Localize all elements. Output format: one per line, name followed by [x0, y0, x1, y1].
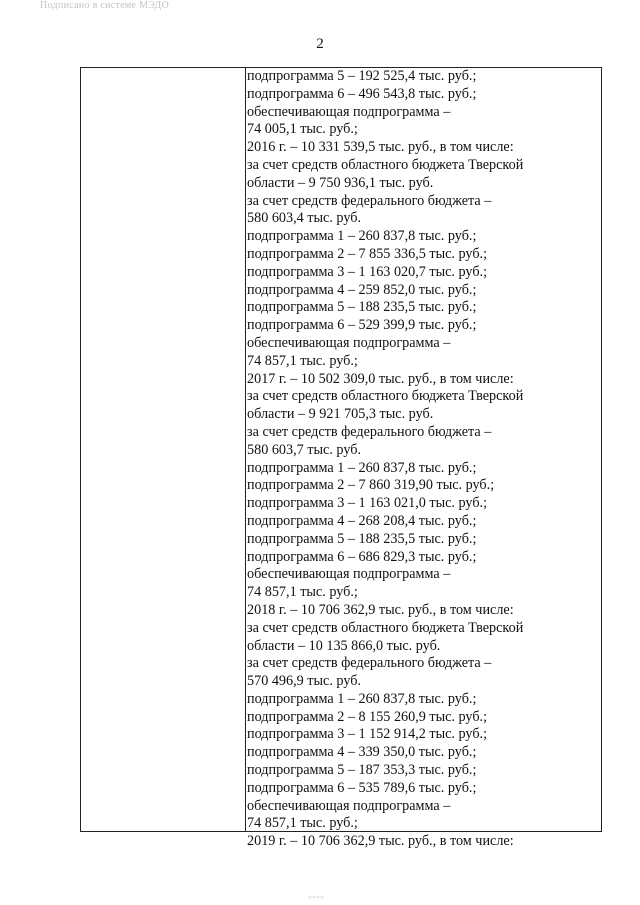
footer-faint-text: **** [308, 894, 324, 903]
text-line: 2016 г. – 10 331 539,5 тыс. руб., в том числе: [247, 139, 514, 156]
text-line: подпрограмма 6 – 496 543,8 тыс. руб.; [247, 85, 477, 102]
text-line: подпрограмма 1 – 260 837,8 тыс. руб.; [247, 690, 477, 707]
text-line: 74 857,1 тыс. руб.; [247, 815, 358, 832]
text-line: 570 496,9 тыс. руб. [247, 673, 361, 690]
text-line: 2019 г. – 10 706 362,9 тыс. руб., в том числе: [247, 833, 514, 850]
text-line: за счет средств областного бюджета Тверской [247, 388, 524, 405]
text-line: подпрограмма 4 – 268 208,4 тыс. руб.; [247, 512, 477, 529]
text-line: области – 9 750 936,1 тыс. руб. [247, 174, 434, 191]
text-line: 74 005,1 тыс. руб.; [247, 121, 358, 138]
header-stamp-text: Подписано в системе МЭДО [40, 0, 169, 11]
text-line: подпрограмма 4 – 339 350,0 тыс. руб.; [247, 744, 477, 761]
text-line: подпрограмма 5 – 187 353,3 тыс. руб.; [247, 762, 477, 779]
text-line: подпрограмма 5 – 188 235,5 тыс. руб.; [247, 530, 477, 547]
text-line: подпрограмма 6 – 529 399,9 тыс. руб.; [247, 317, 477, 334]
text-line: 74 857,1 тыс. руб.; [247, 584, 358, 601]
text-line: подпрограмма 5 – 188 235,5 тыс. руб.; [247, 299, 477, 316]
text-line: обеспечивающая подпрограмма – [247, 103, 451, 120]
page-number: 2 [316, 36, 324, 52]
text-line: обеспечивающая подпрограмма – [247, 334, 451, 351]
text-line: подпрограмма 4 – 259 852,0 тыс. руб.; [247, 281, 477, 298]
text-line: подпрограмма 6 – 535 789,6 тыс. руб.; [247, 779, 477, 796]
text-line: 2017 г. – 10 502 309,0 тыс. руб., в том числе: [247, 370, 514, 387]
text-line: 580 603,4 тыс. руб. [247, 210, 361, 227]
text-line: области – 9 921 705,3 тыс. руб. [247, 406, 434, 423]
text-line: за счет средств областного бюджета Тверской [247, 619, 524, 636]
text-line: за счет средств областного бюджета Тверской [247, 156, 524, 173]
text-line: за счет средств федерального бюджета – [247, 192, 492, 209]
text-line: подпрограмма 3 – 1 163 021,0 тыс. руб.; [247, 495, 488, 512]
text-line: подпрограмма 3 – 1 163 020,7 тыс. руб.; [247, 263, 488, 280]
text-line: за счет средств федерального бюджета – [247, 423, 492, 440]
text-line: подпрограмма 2 – 8 155 260,9 тыс. руб.; [247, 708, 488, 725]
text-line: подпрограмма 5 – 192 525,4 тыс. руб.; [247, 68, 477, 84]
text-line: подпрограмма 2 – 7 860 319,90 тыс. руб.; [247, 477, 495, 494]
text-line: за счет средств федерального бюджета – [247, 655, 492, 672]
funding-text-cell [247, 68, 597, 851]
text-line: подпрограмма 1 – 260 837,8 тыс. руб.; [247, 228, 477, 245]
text-line: 580 603,7 тыс. руб. [247, 441, 361, 458]
text-line: подпрограмма 3 – 1 152 914,2 тыс. руб.; [247, 726, 488, 743]
text-line: области – 10 135 866,0 тыс. руб. [247, 637, 441, 654]
text-line: обеспечивающая подпрограмма – [247, 797, 451, 814]
text-line: 74 857,1 тыс. руб.; [247, 352, 358, 369]
text-line: 2018 г. – 10 706 362,9 тыс. руб., в том числе: [247, 601, 514, 618]
text-line: подпрограмма 2 – 7 855 336,5 тыс. руб.; [247, 245, 488, 262]
text-line: обеспечивающая подпрограмма – [247, 566, 451, 583]
text-line: подпрограмма 1 – 260 837,8 тыс. руб.; [247, 459, 477, 476]
table-column-divider [245, 68, 246, 831]
text-line: подпрограмма 6 – 686 829,3 тыс. руб.; [247, 548, 477, 565]
